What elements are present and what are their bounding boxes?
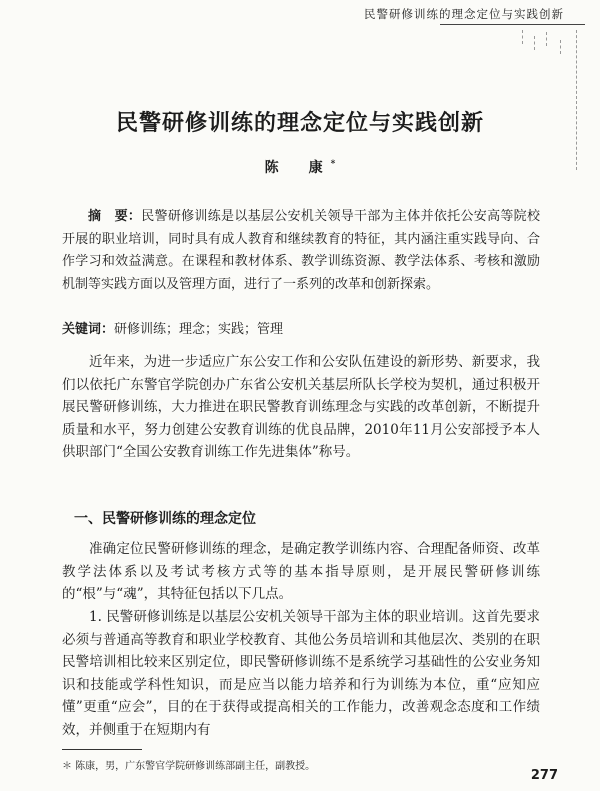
author-footnote-mark: * (330, 159, 336, 170)
footnote-rule (62, 749, 142, 750)
article-title: 民警研修训练的理念定位与实践创新 (115, 110, 484, 136)
body-paragraph: 准确定位民警研修训练的理念，是确定教学训练内容、合理配备师资、改革教学法体系以及考试考核方式等的基本指导原则，是开展民警研修训练的“根”与“魂”，其特征包括以下几点。 (62, 541, 540, 602)
body-paragraph: 近年来，为进一步适应广东公安工作和公安队伍建设的新形势、新要求，我们以依托广东警官学院创办广东省公安机关基层所队长学校为契机，通过积极开展民警研修训练，大力推进在职民警教育训练理念与实践的改革创新，不断提升质量和水平，努力创建公安教育训练的优良品牌，2010年11月公安部授予本人供职部门“全国公安教育训练工作先进集体”称号。 (62, 354, 540, 460)
section-heading: 一、民警研修训练的理念定位 (74, 511, 256, 527)
keywords-text: 研修训练；理念；实践；管理 (114, 322, 284, 337)
header-rule (440, 24, 585, 25)
author-name: 陈 康 (264, 160, 331, 176)
abstract (62, 206, 540, 296)
footnote: ＊ 陈康，男，广东警官学院研修训练部副主任，副教授。 (62, 761, 316, 772)
running-header: 民警研修训练的理念定位与实践创新 (364, 7, 564, 21)
body-paragraph: 1. 民警研修训练是以基层公安机关领导干部为主体的职业培训。这首先要求必须与普通高等教育和职业学校教育、其他公务员培训和其他层次、类别的在职民警培训相比较来区别定位，即民警研修训练不是系统学习基础性的公安业务知识和技能或学科性知识，而是应当以能力培养和行为训练为本位，重“应知应懂”更重“应会”，目的在于获得或提高相关的工作能力，改善观念态度和工作绩效，并侧重于在短期内有 (62, 609, 540, 738)
abstract-text: 民警研修训练是以基层公安机关领导干部为主体并依托公安高等院校开展的职业培训，同时具有成人教育和继续教育的特征，其内涵注重实践导向、合作学习和效益满意。在课程和教材体系、教学训练资源、教学法体系、考核和激励机制等实践方面以及管理方面，进行了一系列的改革和创新探索。 (62, 209, 540, 292)
keywords-label: 关键词： (62, 322, 115, 337)
keywords (62, 318, 283, 337)
page-number: 277 (530, 768, 558, 783)
author-line (0, 157, 600, 177)
abstract-label: 摘 要： (88, 209, 142, 224)
